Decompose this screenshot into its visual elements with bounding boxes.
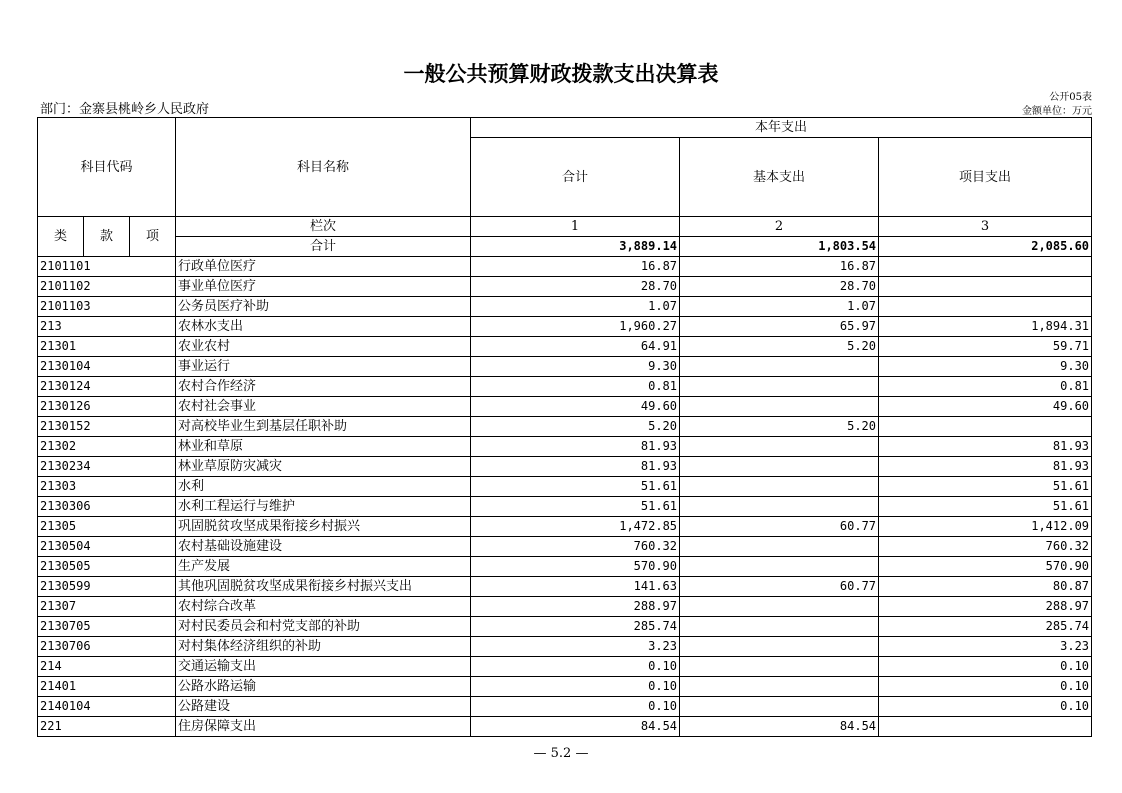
amount-basic: 16.87 bbox=[680, 257, 879, 277]
amount-project bbox=[879, 257, 1092, 277]
table-row bbox=[38, 517, 1092, 537]
amount-total: 81.93 bbox=[471, 457, 680, 477]
amount-total: 1,472.85 bbox=[471, 517, 680, 537]
table-row bbox=[38, 277, 1092, 297]
table-row bbox=[38, 297, 1092, 317]
total-row-total: 3,889.14 bbox=[471, 237, 680, 257]
amount-basic bbox=[680, 457, 879, 477]
amount-total: 3.23 bbox=[471, 637, 680, 657]
amount-basic: 28.70 bbox=[680, 277, 879, 297]
amount-basic bbox=[680, 437, 879, 457]
amount-project: 3.23 bbox=[879, 637, 1092, 657]
subject-name: 水利工程运行与维护 bbox=[176, 497, 471, 517]
amount-project: 9.30 bbox=[879, 357, 1092, 377]
amount-project bbox=[879, 717, 1092, 737]
subject-name: 事业运行 bbox=[176, 357, 471, 377]
subject-code: 2140104 bbox=[38, 697, 176, 717]
table-row bbox=[38, 577, 1092, 597]
amount-basic: 60.77 bbox=[680, 517, 879, 537]
subject-code: 21302 bbox=[38, 437, 176, 457]
column-index-3: 3 bbox=[879, 217, 1092, 237]
subject-name: 林业草原防灾减灾 bbox=[176, 457, 471, 477]
amount-basic bbox=[680, 377, 879, 397]
subject-code: 2130126 bbox=[38, 397, 176, 417]
amount-basic bbox=[680, 697, 879, 717]
subject-code: 2130124 bbox=[38, 377, 176, 397]
amount-project: 51.61 bbox=[879, 477, 1092, 497]
column-index-2: 2 bbox=[680, 217, 879, 237]
amount-total: 5.20 bbox=[471, 417, 680, 437]
table-row bbox=[38, 337, 1092, 357]
subject-code: 214 bbox=[38, 657, 176, 677]
amount-project: 570.90 bbox=[879, 557, 1092, 577]
subject-code: 2101103 bbox=[38, 297, 176, 317]
table-row bbox=[38, 637, 1092, 657]
table-row bbox=[38, 317, 1092, 337]
subject-name: 巩固脱贫攻坚成果衔接乡村振兴 bbox=[176, 517, 471, 537]
amount-total: 288.97 bbox=[471, 597, 680, 617]
amount-project: 49.60 bbox=[879, 397, 1092, 417]
subject-code: 2101102 bbox=[38, 277, 176, 297]
amount-total: 0.81 bbox=[471, 377, 680, 397]
table-row bbox=[38, 697, 1092, 717]
amount-project: 1,894.31 bbox=[879, 317, 1092, 337]
table-row bbox=[38, 417, 1092, 437]
subject-name: 农村综合改革 bbox=[176, 597, 471, 617]
amount-project: 0.10 bbox=[879, 697, 1092, 717]
subject-code: 2130505 bbox=[38, 557, 176, 577]
subject-name: 对村民委员会和村党支部的补助 bbox=[176, 617, 471, 637]
subject-name: 农村社会事业 bbox=[176, 397, 471, 417]
subject-name: 水利 bbox=[176, 477, 471, 497]
page-number: — 5.2 — bbox=[533, 746, 589, 761]
subject-code: 2130104 bbox=[38, 357, 176, 377]
subject-name: 其他巩固脱贫攻坚成果衔接乡村振兴支出 bbox=[176, 577, 471, 597]
amount-basic: 60.77 bbox=[680, 577, 879, 597]
table-row bbox=[38, 257, 1092, 277]
amount-basic: 5.20 bbox=[680, 337, 879, 357]
amount-total: 49.60 bbox=[471, 397, 680, 417]
amount-total: 28.70 bbox=[471, 277, 680, 297]
subject-code: 21303 bbox=[38, 477, 176, 497]
amount-project: 51.61 bbox=[879, 497, 1092, 517]
amount-total: 285.74 bbox=[471, 617, 680, 637]
amount-project: 59.71 bbox=[879, 337, 1092, 357]
amount-project: 81.93 bbox=[879, 457, 1092, 477]
table-row bbox=[38, 437, 1092, 457]
table-row bbox=[38, 477, 1092, 497]
subject-code: 21307 bbox=[38, 597, 176, 617]
table-row bbox=[38, 357, 1092, 377]
subject-code: 2130306 bbox=[38, 497, 176, 517]
amount-basic bbox=[680, 617, 879, 637]
table-row bbox=[38, 657, 1092, 677]
table-row bbox=[38, 617, 1092, 637]
subject-code: 2130504 bbox=[38, 537, 176, 557]
amount-project: 0.10 bbox=[879, 657, 1092, 677]
amount-project: 288.97 bbox=[879, 597, 1092, 617]
subject-code: 2130152 bbox=[38, 417, 176, 437]
subject-name: 对村集体经济组织的补助 bbox=[176, 637, 471, 657]
amount-project: 760.32 bbox=[879, 537, 1092, 557]
subject-name: 公路建设 bbox=[176, 697, 471, 717]
amount-total: 141.63 bbox=[471, 577, 680, 597]
amount-total: 1,960.27 bbox=[471, 317, 680, 337]
subject-code: 21305 bbox=[38, 517, 176, 537]
subject-code: 2130705 bbox=[38, 617, 176, 637]
subject-name: 对高校毕业生到基层任职补助 bbox=[176, 417, 471, 437]
amount-total: 0.10 bbox=[471, 677, 680, 697]
header-basic: 基本支出 bbox=[680, 138, 879, 217]
amount-basic: 84.54 bbox=[680, 717, 879, 737]
header-lanci: 栏次 bbox=[176, 217, 471, 237]
amount-basic bbox=[680, 477, 879, 497]
header-total: 合计 bbox=[471, 138, 680, 217]
table-row bbox=[38, 457, 1092, 477]
amount-basic bbox=[680, 357, 879, 377]
header-current-year: 本年支出 bbox=[471, 118, 1092, 138]
amount-basic: 1.07 bbox=[680, 297, 879, 317]
subject-name: 农村合作经济 bbox=[176, 377, 471, 397]
amount-basic bbox=[680, 537, 879, 557]
amount-project: 1,412.09 bbox=[879, 517, 1092, 537]
header-subject-name: 科目名称 bbox=[176, 118, 471, 217]
subject-name: 公务员医疗补助 bbox=[176, 297, 471, 317]
amount-basic bbox=[680, 677, 879, 697]
amount-project: 81.93 bbox=[879, 437, 1092, 457]
header-code-group: 科目代码 bbox=[38, 118, 176, 217]
header-xiang: 项 bbox=[130, 217, 176, 257]
amount-total: 1.07 bbox=[471, 297, 680, 317]
subject-code: 2130706 bbox=[38, 637, 176, 657]
header-project: 项目支出 bbox=[879, 138, 1092, 217]
subject-name: 农村基础设施建设 bbox=[176, 537, 471, 557]
subject-name: 农林水支出 bbox=[176, 317, 471, 337]
subject-name: 交通运输支出 bbox=[176, 657, 471, 677]
subject-name: 住房保障支出 bbox=[176, 717, 471, 737]
table-row bbox=[38, 717, 1092, 737]
header-kuan: 款 bbox=[84, 217, 130, 257]
amount-project: 0.10 bbox=[879, 677, 1092, 697]
table-row bbox=[38, 537, 1092, 557]
amount-total: 0.10 bbox=[471, 697, 680, 717]
subject-code: 213 bbox=[38, 317, 176, 337]
amount-total: 16.87 bbox=[471, 257, 680, 277]
total-row-project: 2,085.60 bbox=[879, 237, 1092, 257]
subject-name: 林业和草原 bbox=[176, 437, 471, 457]
amount-basic bbox=[680, 637, 879, 657]
amount-total: 570.90 bbox=[471, 557, 680, 577]
amount-total: 64.91 bbox=[471, 337, 680, 357]
subject-name: 行政单位医疗 bbox=[176, 257, 471, 277]
amount-basic bbox=[680, 597, 879, 617]
amount-total: 51.61 bbox=[471, 477, 680, 497]
amount-basic bbox=[680, 557, 879, 577]
subject-code: 21301 bbox=[38, 337, 176, 357]
total-row-label: 合计 bbox=[176, 237, 471, 257]
column-index-1: 1 bbox=[471, 217, 680, 237]
subject-code: 2130599 bbox=[38, 577, 176, 597]
header-lei: 类 bbox=[38, 217, 84, 257]
table-row bbox=[38, 677, 1092, 697]
table-row bbox=[38, 497, 1092, 517]
table-row bbox=[38, 377, 1092, 397]
form-number: 公开05表 bbox=[1049, 92, 1092, 103]
amount-total: 84.54 bbox=[471, 717, 680, 737]
amount-basic bbox=[680, 657, 879, 677]
amount-project: 0.81 bbox=[879, 377, 1092, 397]
subject-code: 221 bbox=[38, 717, 176, 737]
amount-project: 80.87 bbox=[879, 577, 1092, 597]
table-row bbox=[38, 557, 1092, 577]
amount-basic: 65.97 bbox=[680, 317, 879, 337]
document-title: 一般公共预算财政拨款支出决算表 bbox=[403, 62, 719, 86]
subject-name: 事业单位医疗 bbox=[176, 277, 471, 297]
amount-total: 81.93 bbox=[471, 437, 680, 457]
subject-code: 2101101 bbox=[38, 257, 176, 277]
subject-code: 21401 bbox=[38, 677, 176, 697]
amount-basic bbox=[680, 497, 879, 517]
amount-project bbox=[879, 277, 1092, 297]
amount-basic: 5.20 bbox=[680, 417, 879, 437]
amount-total: 0.10 bbox=[471, 657, 680, 677]
amount-basic bbox=[680, 397, 879, 417]
subject-name: 生产发展 bbox=[176, 557, 471, 577]
expenditure-table bbox=[37, 117, 1092, 737]
amount-total: 51.61 bbox=[471, 497, 680, 517]
amount-total: 9.30 bbox=[471, 357, 680, 377]
amount-unit: 金额单位：万元 bbox=[1022, 106, 1092, 117]
table-row bbox=[38, 397, 1092, 417]
department-label: 部门：金寨县桃岭乡人民政府 bbox=[40, 102, 210, 117]
subject-name: 农业农村 bbox=[176, 337, 471, 357]
amount-total: 760.32 bbox=[471, 537, 680, 557]
amount-project bbox=[879, 417, 1092, 437]
total-row-basic: 1,803.54 bbox=[680, 237, 879, 257]
subject-name: 公路水路运输 bbox=[176, 677, 471, 697]
amount-project bbox=[879, 297, 1092, 317]
amount-project: 285.74 bbox=[879, 617, 1092, 637]
subject-code: 2130234 bbox=[38, 457, 176, 477]
table-row bbox=[38, 597, 1092, 617]
